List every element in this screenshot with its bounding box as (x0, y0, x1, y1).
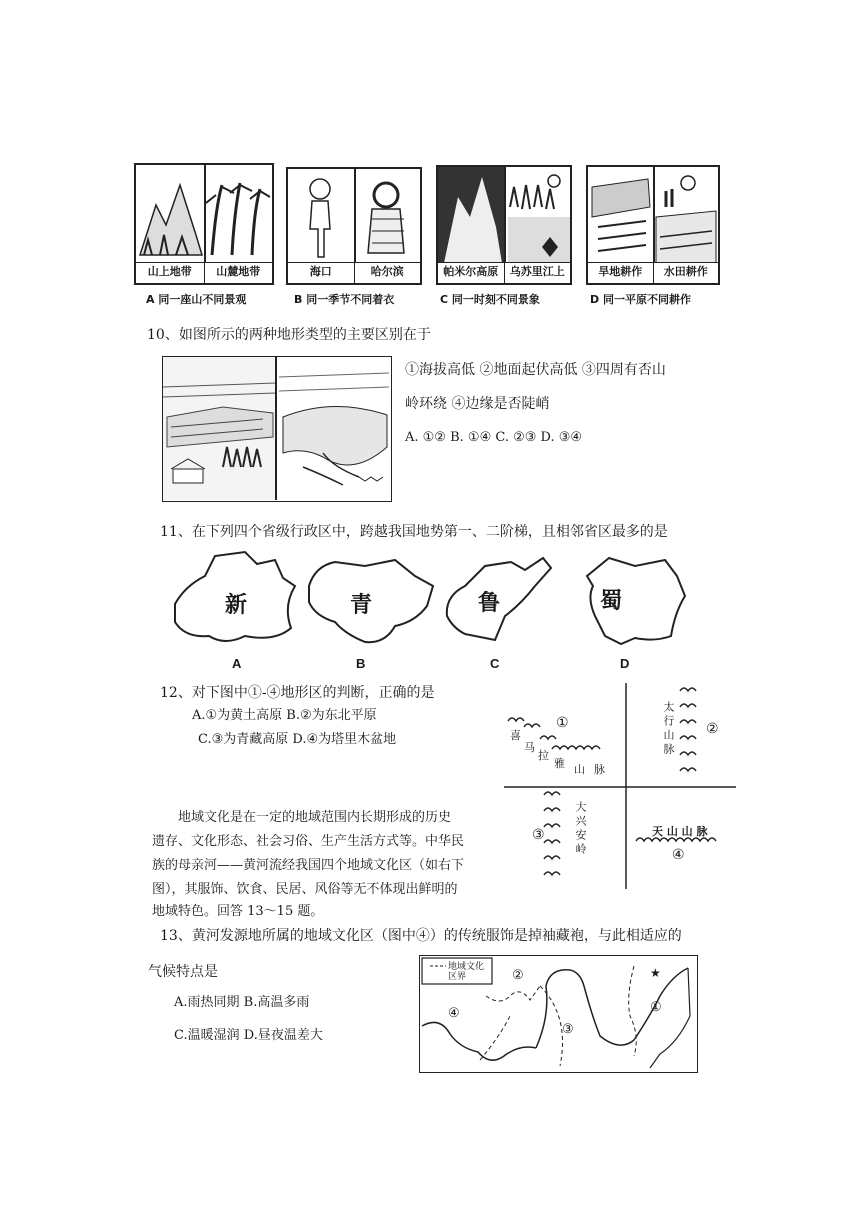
legend-label: 地域文化区界 (448, 962, 485, 982)
culture-region-4: ④ (448, 1006, 460, 1021)
q12-stem: 12、对下图中①-④地形区的判断，正确的是 (160, 685, 435, 701)
q10-line1: ①海拔高低 ②地面起伏高低 ③四周有否山 (405, 362, 666, 378)
plain-plateau-image (163, 357, 390, 500)
panel-label-strip (136, 262, 272, 283)
panel-divider (204, 165, 206, 263)
region-number-2: ② (706, 721, 719, 737)
himalaya-char-6: 脉 (594, 763, 605, 776)
himalaya-char-2: 马 (524, 741, 535, 754)
figure-top (134, 163, 720, 311)
passage-line-1: 地域文化是在一定的地域范围内长期形成的历史 (178, 810, 452, 825)
panel-right-label: 哈尔滨 (354, 263, 421, 283)
q12-options-row1: A.①为黄土高原 B.②为东北平原 (192, 708, 377, 723)
q13-stem-line1: 13、黄河发源地所属的地域文化区（图中④）的传统服饰是掉袖藏袍，与此相适应的 (160, 928, 682, 944)
province-b-name: 青 (350, 592, 373, 618)
province-d-name: 蜀 (600, 588, 623, 614)
q10-line2: 岭环绕 ④边缘是否陡峭 (405, 396, 550, 412)
q11-stem: 11、在下列四个省级行政区中，跨越我国地势第一、二阶梯，且相邻省区最多的是 (160, 524, 668, 540)
q12-options-row2: C.③为青藏高原 D.④为塔里木盆地 (198, 732, 397, 747)
himalaya-char-1: 喜 (510, 729, 521, 742)
panel-a (134, 163, 274, 285)
panel-b (286, 167, 422, 285)
region-number-1: ① (556, 715, 569, 731)
passage-line-2: 遗存、文化形态、社会习俗、生产生活方式等。中华民 (152, 834, 465, 849)
panel-label-strip (288, 262, 420, 283)
himalaya-char-3: 拉 (538, 749, 549, 762)
panel-a-caption: A 同一座山不同景观 (146, 293, 247, 306)
panel-left-label: 海口 (309, 265, 332, 278)
q10-options: A. ①② B. ①④ C. ②③ D. ③④ (405, 430, 583, 445)
q12-terrain-diagram (500, 683, 740, 893)
panel-right-label: 山麓地带 (204, 263, 273, 283)
passage-line-5: 地域特色。回答 13～15 题。 (152, 904, 324, 919)
panel-c-caption: C 同一时刻不同景象 (440, 293, 540, 306)
province-c-name: 鲁 (478, 590, 501, 616)
culture-region-3: ③ (562, 1022, 574, 1037)
panel-label-strip (438, 262, 570, 283)
terrain-symbols (500, 683, 740, 893)
panel-d (586, 165, 720, 285)
culture-region-1: ① (650, 1000, 662, 1015)
panel-right-label: 水田耕作 (653, 263, 719, 283)
panel-b-caption: B 同一季节不同着衣 (294, 293, 395, 306)
panel-divider (354, 169, 356, 263)
q10-stem: 10、如图所示的两种地形类型的主要区别在于 (147, 327, 431, 343)
panel-divider (504, 167, 506, 263)
province-a-letter: A (232, 656, 242, 671)
panel-label-strip (588, 262, 718, 283)
passage-line-3: 族的母亲河——黄河流经我国四个地域文化区（如右下 (152, 858, 465, 873)
himalaya-char-5: 山 (574, 763, 585, 776)
q13-culture-map (419, 955, 698, 1073)
q13-options-row1: A.雨热同期 B.高温多雨 (174, 995, 310, 1010)
panel-d-caption: D 同一平原不同耕作 (590, 293, 691, 306)
panel-divider (653, 167, 655, 263)
daxinganling-label: 大兴安岭 (574, 801, 587, 857)
himalaya-char-4: 雅 (554, 757, 565, 770)
capital-star-icon: ★ (650, 966, 661, 980)
province-a-name: 新 (225, 592, 248, 618)
culture-region-2: ② (512, 968, 524, 983)
panel-left-label: 帕米尔高原 (443, 265, 499, 278)
tianshan-label: 天 山 山 脉 (652, 825, 708, 838)
province-d-letter: D (620, 656, 630, 671)
q13-stem-line2: 气候特点是 (148, 964, 218, 980)
region-number-3: ③ (532, 827, 545, 843)
province-b-letter: B (356, 656, 366, 671)
panel-c (436, 165, 572, 285)
panel-right-label: 乌苏里江上 (504, 263, 571, 283)
passage-line-4: 图），其服饰、饮食、民居、风俗等无不体现出鲜明的 (152, 882, 458, 897)
taihang-label: 太行山脉 (662, 701, 675, 757)
province-c-letter: C (490, 656, 500, 671)
panel-left-label: 山上地带 (147, 265, 192, 278)
panel-left-label: 旱地耕作 (598, 265, 643, 278)
region-number-4: ④ (672, 847, 685, 863)
q13-options-row2: C.温暖湿润 D.昼夜温差大 (174, 1028, 323, 1043)
q10-figure (162, 356, 392, 502)
